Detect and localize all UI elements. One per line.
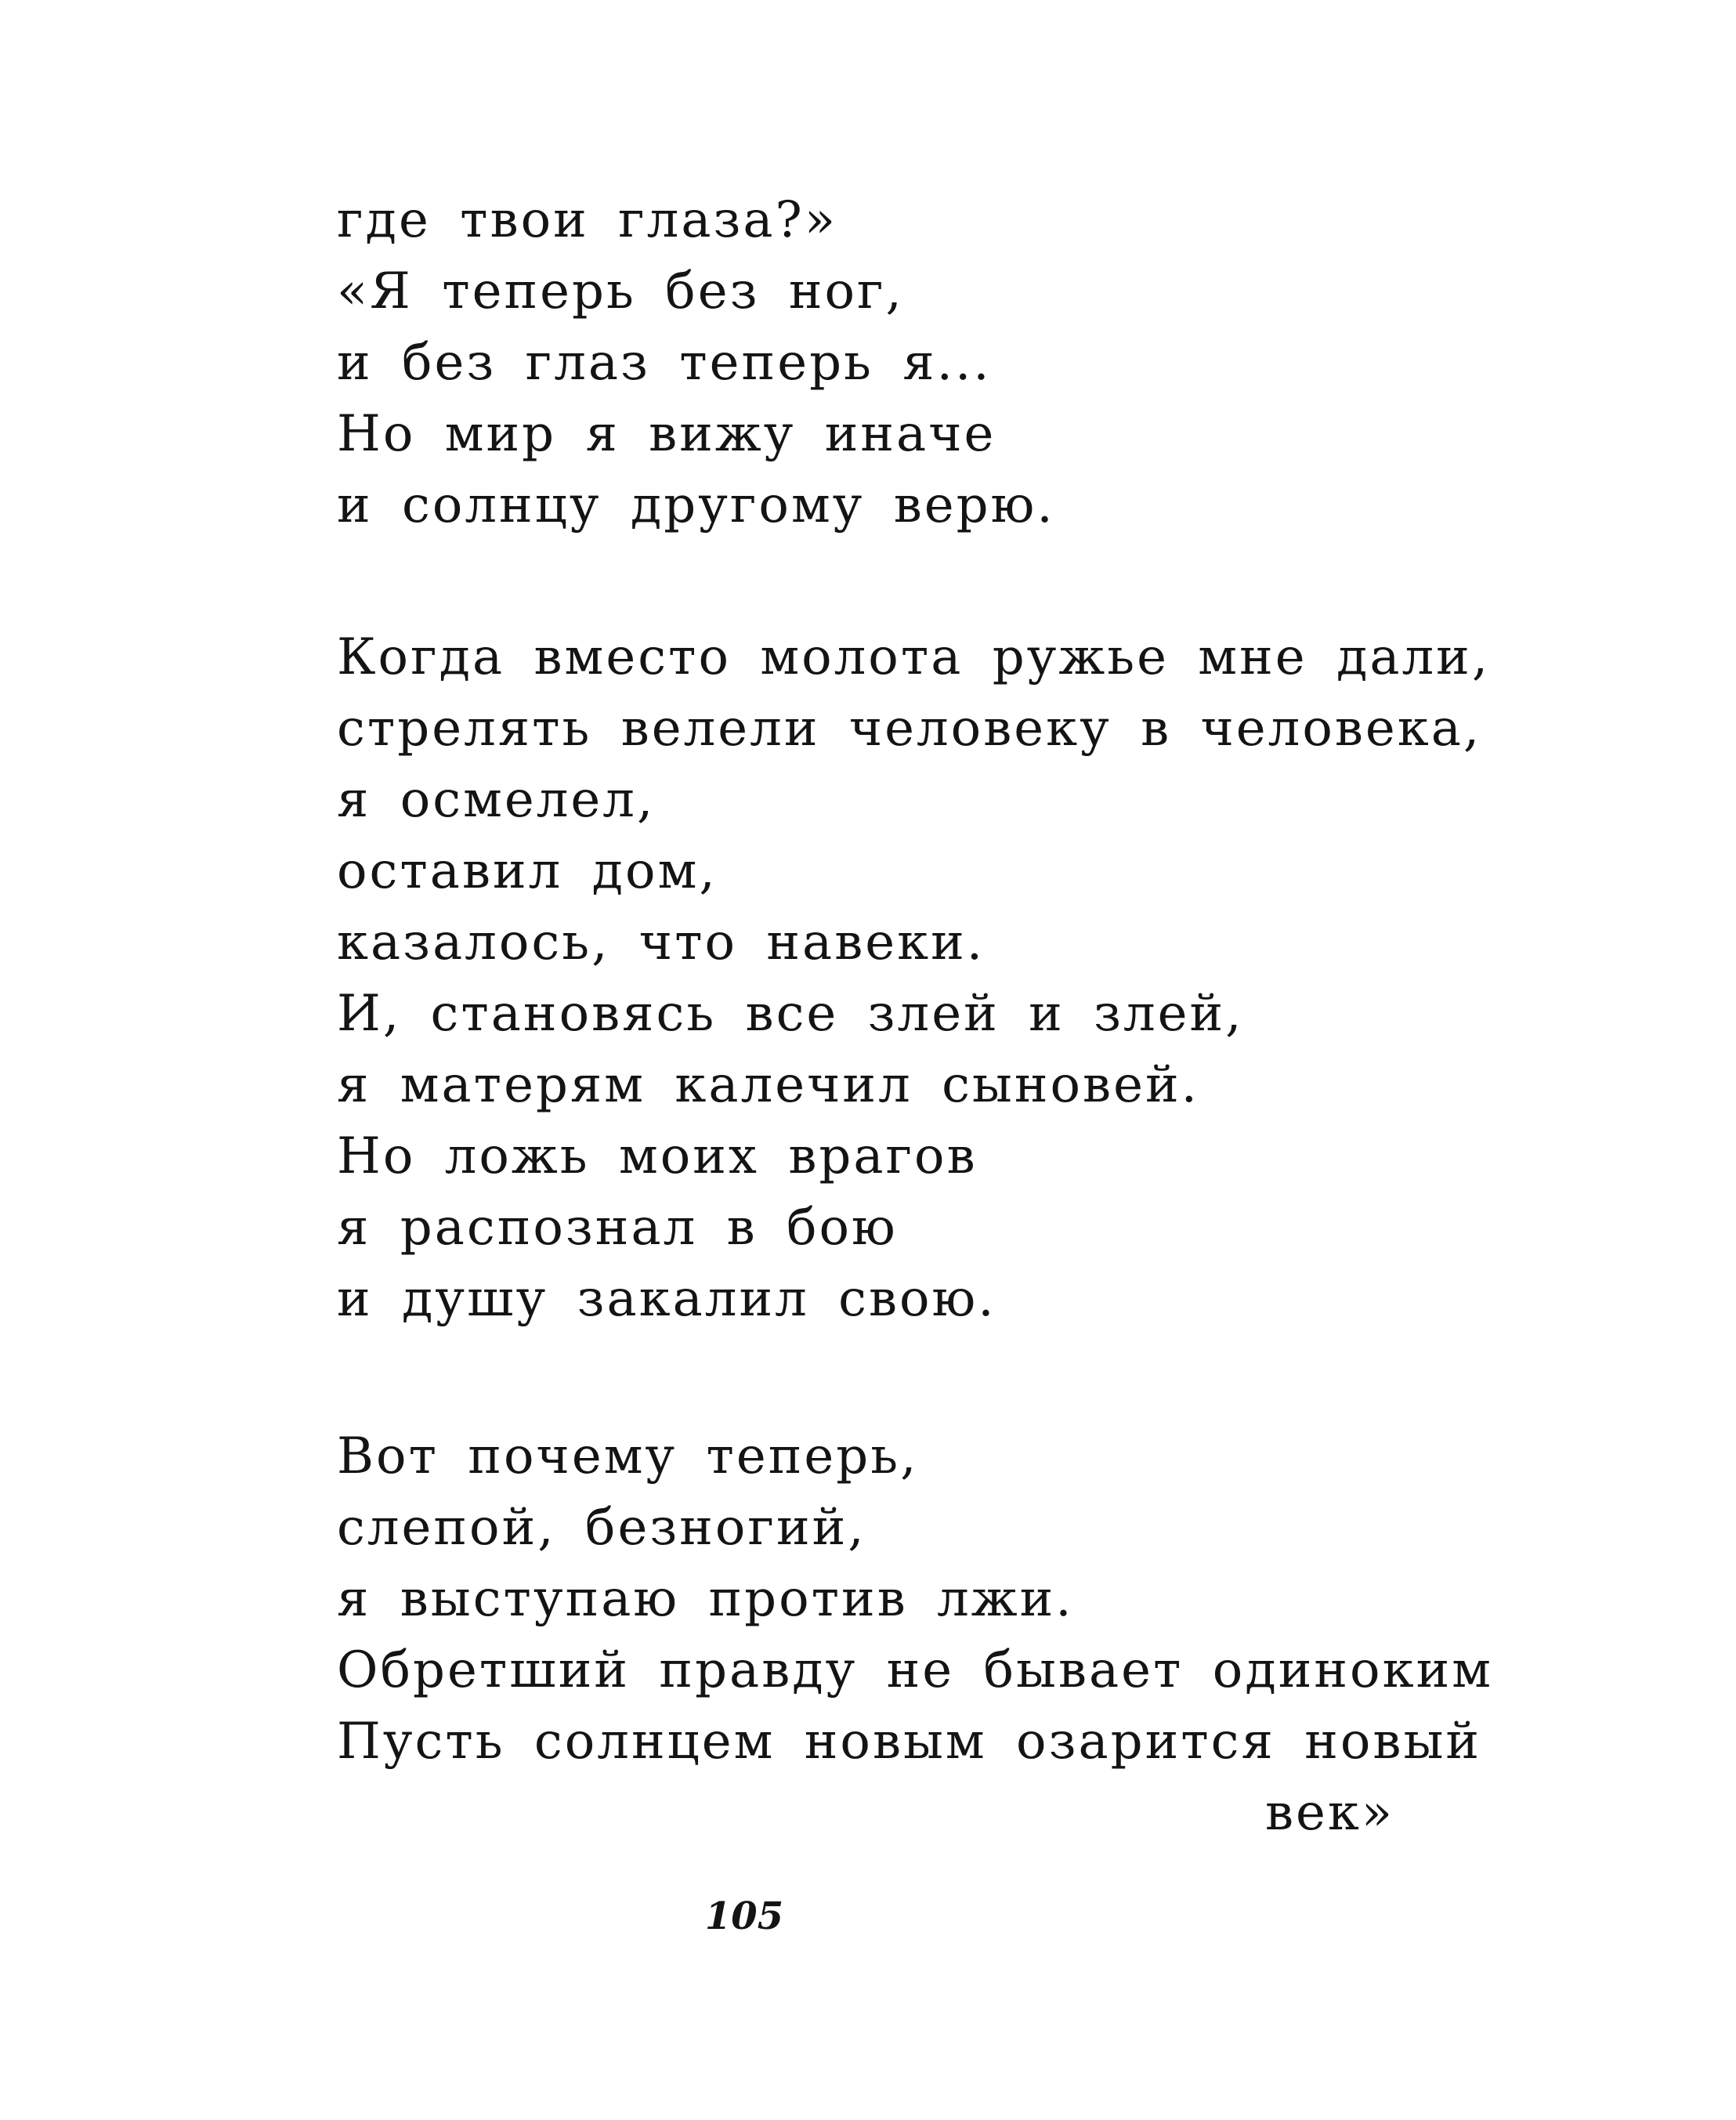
poem-line: и без глаз теперь я... — [337, 334, 992, 392]
poem-line: Когда вместо молота ружье мне дали, — [337, 628, 1491, 686]
poem-line: И, становясь все злей и злей, — [337, 985, 1244, 1043]
poem-line: казалось, что навеки. — [337, 913, 986, 971]
poem-line: Но мир я вижу иначе — [337, 405, 996, 463]
poem-line: я распознал в бою — [337, 1199, 898, 1257]
poem-line: я осмелел, — [337, 771, 656, 829]
poem-line: я выступаю против лжи. — [337, 1570, 1074, 1628]
poem-line-carryover: век» — [1264, 1784, 1394, 1842]
poem-line: и душу закалил свою. — [337, 1270, 996, 1328]
page-number: 105 — [704, 1894, 784, 1938]
poem-line: слепой, безногий, — [337, 1499, 866, 1557]
poem-line: я матерям калечил сыновей. — [337, 1056, 1199, 1114]
poem-line: стрелять велели человеку в человека, — [337, 700, 1482, 758]
stanza-1 — [337, 185, 1418, 541]
stanza-2 — [337, 622, 1491, 1335]
poem-line: Но ложь моих врагов — [337, 1127, 978, 1185]
poem-line: Обретший правду не бывает одиноким — [337, 1641, 1493, 1699]
poem-line: где твои глаза?» — [337, 191, 837, 249]
stanza-3 — [337, 1421, 1493, 1849]
poem-line: Пусть солнцем новым озарится новый — [337, 1713, 1482, 1771]
poem-line: Вот почему теперь, — [337, 1427, 919, 1485]
poem-line: и солнцу другому верю. — [337, 476, 1055, 534]
poem-line: «Я теперь без ног, — [337, 262, 904, 320]
poem-line: оставил дом, — [337, 842, 718, 900]
